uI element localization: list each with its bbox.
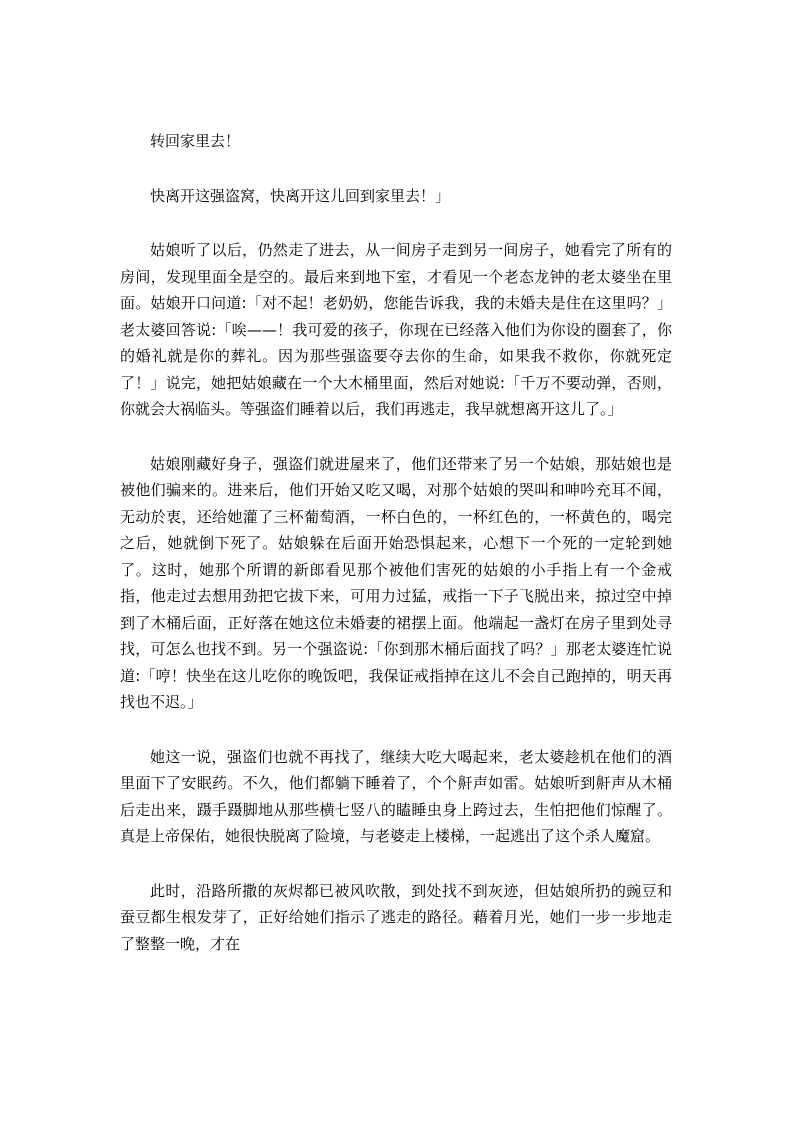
paragraph: 姑娘听了以后，仍然走了进去，从一间房子走到另一间房子，她看完了所有的房间，发现里面全是空的。最后来到地下室，才看见一个老态龙钟的老太婆坐在里面。姑娘开口问道:「对不起！老奶奶，您能告诉我，我的未婚夫是住在这里吗？」老太婆回答说:「唉——！我可爱的孩子，你现在已经落入他们为你设的圈套了，你的婚礼就是你的葬礼。因为那些强盗要夺去你的生命，如果我不救你，你就死定了！」说完，她把姑娘藏在一个大木桶里面，然后对她说:「千万不要动弹，否则，你就会大祸临头。等强盗们睡着以后，我们再逃走，我早就想离开这儿了。」 <box>120 241 672 418</box>
paragraph: 此时，沿路所撒的灰烬都已被风吹散，到处找不到灰迹，但姑娘所扔的豌豆和蚕豆都生根发芽了，正好给她们指示了逃走的路径。藉着月光，她们一步一步地走了整整一晚，才在 <box>120 881 672 953</box>
story-text <box>120 128 672 985</box>
paragraph: 姑娘刚藏好身子，强盗们就进屋来了，他们还带来了另一个姑娘，那姑娘也是被他们骗来的。进来后，他们开始又吃又喝，对那个姑娘的哭叫和呻吟充耳不闻，无动於衷，还给她灌了三杯葡萄酒，一杯白色的，一杯红色的，一杯黄色的，喝完之后，她就倒下死了。姑娘躲在后面开始恐惧起来，心想下一个死的一定轮到她了。这时，她那个所谓的新郎看见那个被他们害死的姑娘的小手指上有一个金戒指，他走过去想用劲把它拔下来，可用力过猛，戒指一下子飞脱出来，掠过空中掉到了木桶后面，正好落在她这位未婚妻的裙摆上面。他端起一盏灯在房子里到处寻找，可怎么也找不到。另一个强盗说:「你到那木桶后面找了吗？」那老太婆连忙说道:「哼！快坐在这儿吃你的晚饭吧，我保证戒指掉在这儿不会自己跑掉的，明天再找也不迟。」 <box>120 454 672 711</box>
paragraph: 快离开这强盗窝，快离开这儿回到家里去！」 <box>150 186 451 205</box>
paragraph: 转回家里去！ <box>150 132 241 150</box>
paragraph: 她这一说，强盗们也就不再找了，继续大吃大喝起来，老太婆趁机在他们的酒里面下了安眠药。不久，他们都躺下睡着了，个个鼾声如雷。姑娘听到鼾声从木桶后走出来，蹑手蹑脚地从那些横七竖八的瞌睡虫身上跨过去，生怕把他们惊醒了。真是上帝保佑，她很快脱离了险境，与老婆走上楼梯，一起逃出了这个杀人魔窟。 <box>120 747 672 845</box>
